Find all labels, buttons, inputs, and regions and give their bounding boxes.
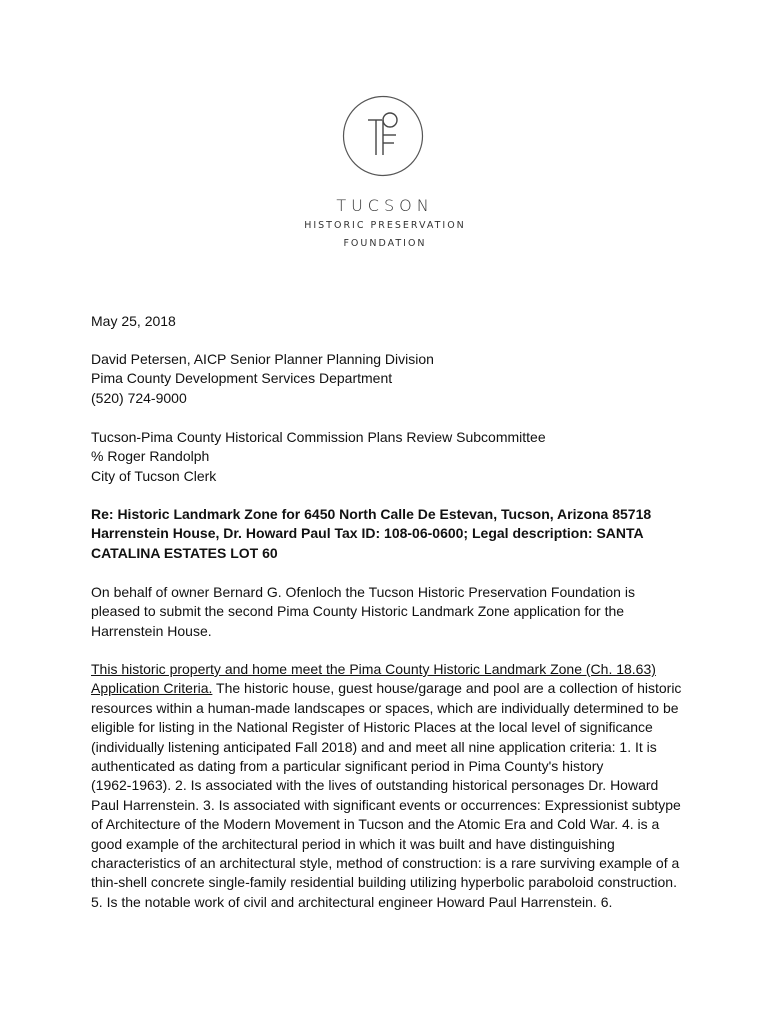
recipient-line: (520) 724-9000 [91,389,187,406]
letter-date: May 25, 2018 [91,313,176,329]
org-name-line2: HISTORIC PRESERVATION [304,220,466,231]
criteria-heading: This historic property and home meet the Pima County Historic Landmark Zone (Ch. 18.63) [91,661,656,677]
recipient-line: % Roger Randolph [91,448,210,465]
letterhead [0,0,770,260]
subject-line: Re: Historic Landmark Zone for 6450 North Calle De Estevan, Tucson, Arizona 85718 Harrenstein House, Dr. Howard Paul Tax ID: 108-06-0600; Legal description: SANTA CATALINA ESTATES LOT 60 [91,506,652,561]
recipient-line: David Petersen, AICP Senior Planner Planning Division [91,351,434,367]
recipient-block-2 [91,428,691,486]
criteria-heading-end: Application Criteria. [91,680,213,697]
recipient-block-1 [91,350,691,408]
foundation-logo-icon [342,95,424,177]
paragraph-criteria: This historic property and home meet the Pima County Historic Landmark Zone (Ch. 18.63) Application Criteria. The historic house, guest house/garage and pool are a collection of historic resources within a human-made landscapes or spaces, which are individually determined to be eligible for listing in the National Register of Historic Places at the local level of significance (individually listening anticipated Fall 2018) and and meet all nine application criteria: 1. It is authenticated as dating from a particular significant period in Pima County's history (1962-1963). 2. Is associated with the lives of outstanding historical personages Dr. Howard Paul Harrenstein. 3. Is associated with significant events or occurrences: Expressionist subtype of Architecture of the Modern Movement in Tucson and the Atomic Era and Cold War. 4. is a good example of the architectural period in which it was built and have distinguishing characteristics of an architectural style, method of construction: is a rare surviving example of a thin-shell concrete single-family residential building utilizing hyperbolic paraboloid construction. 5. Is the notable work of civil and architectural engineer Howard Paul Harrenstein. 6. [91,660,691,912]
paragraph-intro: On behalf of owner Bernard G. Ofenloch the Tucson Historic Preservation Foundation is pleased to submit the second Pima County Historic Landmark Zone application for the Harrenstein House. [91,584,635,639]
recipient-line: Pima County Development Services Department [91,370,393,387]
org-name: TUCSON [336,196,434,215]
recipient-line: Tucson-Pima County Historical Commission Plans Review Subcommittee [91,429,546,445]
org-name-line3: FOUNDATION [343,238,427,249]
recipient-line: City of Tucson Clerk [91,467,217,484]
